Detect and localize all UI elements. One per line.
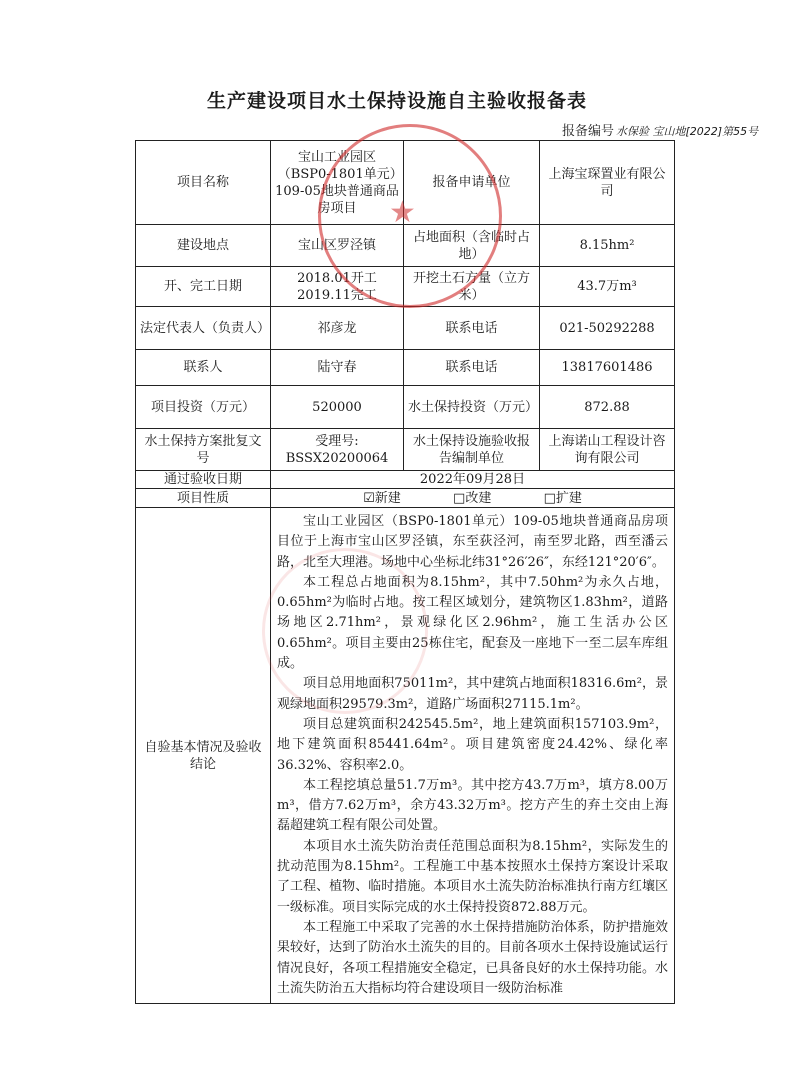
nature-options — [271, 489, 675, 508]
approval-value-line-1: 受理号: — [315, 433, 359, 449]
seal-star-icon: ★ — [389, 195, 416, 230]
option-new: ☑新建 — [363, 490, 401, 506]
conclusion-paragraph: 宝山工业园区（BSP0-1801单元）109-05地块普通商品房项目位于上海市宝山区罗泾镇，东至荻泾河，南至罗北路，西至潘云路，北至大理港。场地中心坐标北纬31°26′26″，东经121°20′6″。 — [277, 514, 668, 570]
conclusion-paragraph: 本工程施工中采取了完善的水土保持措施防治体系，防护措施效果较好，达到了防治水土流失的目的。目前各项水土保持设施试运行情况良好，各项工程措施安全稳定，已具备良好的水土保持功能。水土流失防治五大指标均符合建设项目一级防治标准 — [277, 919, 668, 996]
conclusion-paragraph: 本工程挖填总量51.7万m³。其中挖方43.7万m³，填方8.00万m³，借方7.62万m³，余方43.32万m³。挖方产生的弃土交由上海磊超建筑工程有限公司处置。 — [277, 777, 668, 834]
row-contact — [136, 350, 675, 386]
document-title: 生产建设项目水土保持设施自主验收报备表 — [206, 90, 587, 112]
row-project-name — [136, 141, 675, 225]
row-period — [136, 267, 675, 307]
legal-phone-value: 021-50292288 — [540, 307, 675, 350]
applicant-value: 上海宝琛置业有限公司 — [540, 141, 675, 225]
pass-date-value: 2022年09月28日 — [271, 471, 675, 489]
conclusion-label: 自验基本情况及验收结论 — [136, 508, 271, 1004]
row-approval — [136, 429, 675, 471]
legal-phone-label: 联系电话 — [404, 307, 540, 350]
filing-form-table — [135, 140, 675, 1004]
location-value: 宝山区罗泾镇 — [271, 225, 404, 267]
row-nature — [136, 489, 675, 508]
location-label: 建设地点 — [136, 225, 271, 267]
pass-date-label: 通过验收日期 — [136, 471, 271, 489]
row-pass-date — [136, 471, 675, 489]
contact-label: 联系人 — [136, 350, 271, 386]
row-legal-rep — [136, 307, 675, 350]
area-value: 8.15hm² — [540, 225, 675, 267]
project-name-value: 宝山工业园区（BSP0-1801单元）109-05地块普通商品房项目 — [271, 141, 404, 225]
conclusion-paragraph: 项目总建筑面积242545.5m²，地上建筑面积157103.9m²，地下建筑面积85441.64m²。项目建筑密度24.42%、绿化率36.32%、容积率2.0。 — [277, 716, 668, 773]
contact-phone-value: 13817601486 — [540, 350, 675, 386]
row-conclusion — [136, 508, 675, 1004]
approval-value-line-2: BSSX20200064 — [285, 450, 389, 466]
legal-rep-label: 法定代表人（负责人） — [136, 307, 271, 350]
conclusion-paragraph: 项目总用地面积75011m²，其中建筑占地面积18316.6m²，景观绿地面积29579.3m²，道路广场面积27115.1m²。 — [277, 676, 668, 712]
approval-label: 水土保持方案批复文号 — [136, 429, 271, 471]
end-date: 2019.11完工 — [297, 287, 377, 303]
contact-phone-label: 联系电话 — [404, 350, 540, 386]
row-location — [136, 225, 675, 267]
investment-label: 项目投资（万元） — [136, 386, 271, 429]
period-value — [271, 267, 404, 307]
report-unit-value: 上海诺山工程设计咨询有限公司 — [540, 429, 675, 471]
earth-value: 43.7万m³ — [540, 267, 675, 307]
row-investment — [136, 386, 675, 429]
option-expand: □扩建 — [543, 490, 582, 506]
conclusion-content — [271, 508, 675, 1004]
start-date: 2018.01开工 — [297, 270, 377, 286]
sw-investment-label: 水土保持投资（万元） — [404, 386, 540, 429]
contact-value: 陆守春 — [271, 350, 404, 386]
conclusion-paragraph: 本工程总占地面积为8.15hm²，其中7.50hm²为永久占地，0.65hm²为临时占地。按工程区域划分，建筑物区1.83hm²，道路场地区2.71hm²，景观绿化区2.96hm²，施工生活办公区0.65hm²。项目主要由25栋住宅，配套及一座地下一至二层车库组成。 — [277, 574, 668, 672]
report-number-label: 报备编号 — [562, 124, 615, 139]
report-number — [562, 120, 758, 139]
report-unit-label: 水土保持设施验收报告编制单位 — [404, 429, 540, 471]
report-number-value: 水保验 宝山地[2022]第55号 — [616, 125, 759, 138]
approval-value — [271, 429, 404, 471]
period-label: 开、完工日期 — [136, 267, 271, 307]
conclusion-paragraph: 本项目水土流失防治责任范围总面积为8.15hm²，实际发生的扰动范围为8.15hm²。工程施工中基本按照水土保持方案设计采取了工程、植物、临时措施。本项目水土流失防治标准执行南方红壤区一级标准。项目实际完成的水土保持投资872.88万元。 — [277, 838, 668, 915]
sw-investment-value: 872.88 — [540, 386, 675, 429]
applicant-label: 报备申请单位 — [404, 141, 540, 225]
project-name-label: 项目名称 — [136, 141, 271, 225]
area-label: 占地面积（含临时占地） — [404, 225, 540, 267]
legal-rep-value: 祁彦龙 — [271, 307, 404, 350]
option-rebuild: □改建 — [453, 490, 492, 506]
earth-label: 开挖土石方量（立方米） — [404, 267, 540, 307]
nature-label: 项目性质 — [136, 489, 271, 508]
investment-value: 520000 — [271, 386, 404, 429]
